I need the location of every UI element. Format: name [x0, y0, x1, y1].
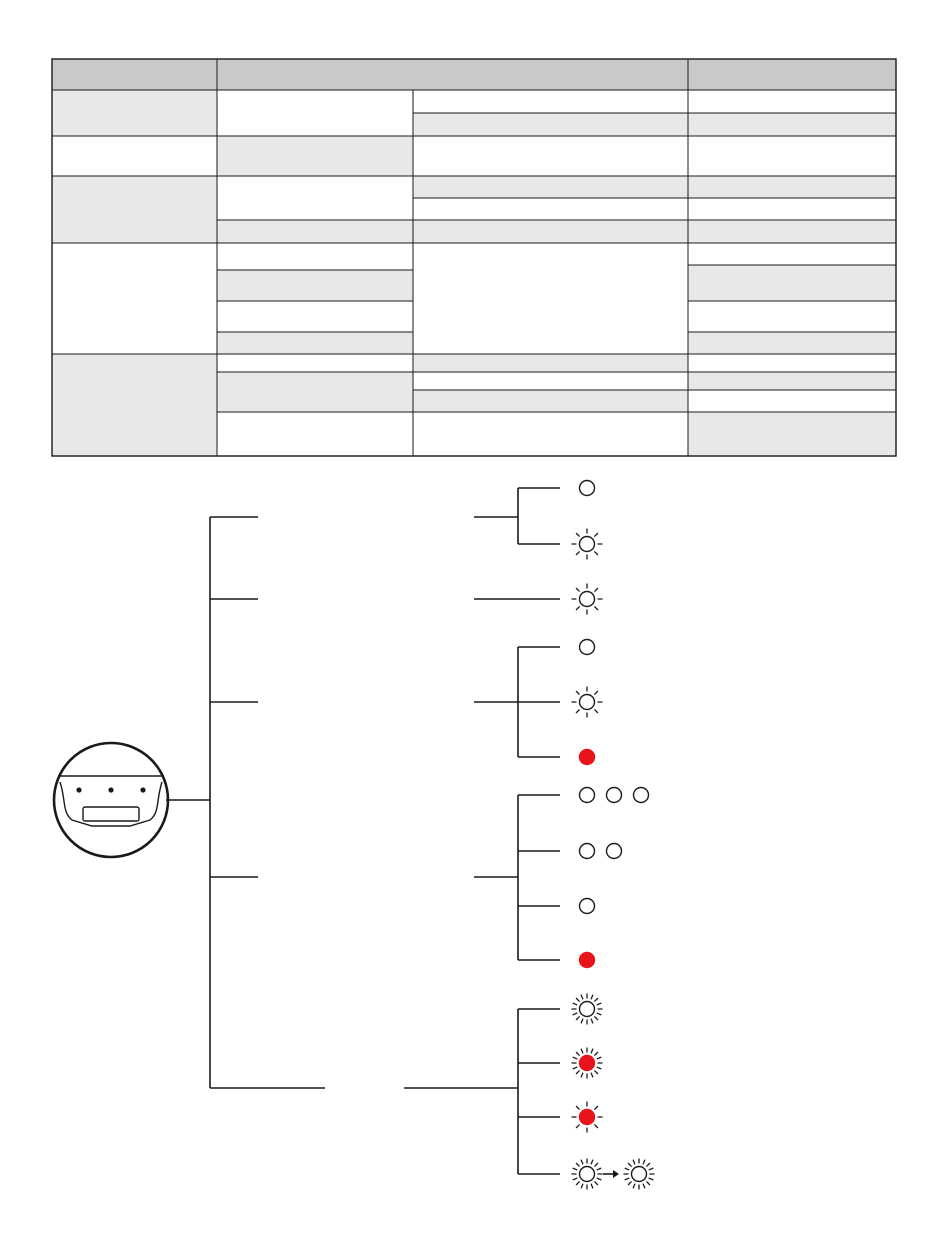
table-cell [217, 270, 413, 301]
flash-ray [576, 1071, 579, 1074]
led-circle [580, 695, 595, 710]
led-circle [580, 788, 595, 803]
flash-ray [595, 691, 598, 694]
status-table [0, 0, 950, 470]
table-cell [413, 243, 688, 354]
table-cell [217, 220, 413, 243]
flash-ray [573, 1067, 577, 1069]
table-header-cell [688, 59, 896, 90]
table-cell [688, 243, 896, 265]
table-body [52, 90, 896, 456]
flash-ray [573, 1168, 577, 1170]
flash-ray [573, 1003, 577, 1005]
table-cell [688, 390, 896, 412]
flash-ray [633, 1160, 635, 1164]
table-cell [413, 176, 688, 198]
flash-ray [597, 1168, 601, 1170]
flash-ray [581, 995, 583, 999]
table-cell [413, 354, 688, 372]
led-circle [580, 537, 595, 552]
flash-ray [597, 1067, 601, 1069]
table-cell [52, 136, 217, 176]
table-cell [413, 390, 688, 412]
led-red-icon [572, 1048, 602, 1078]
flash-ray [647, 1182, 650, 1185]
led-circle [580, 1167, 595, 1182]
led-circle [580, 1002, 595, 1017]
table-cell [688, 113, 896, 136]
flash-ray [576, 607, 579, 610]
flash-ray [595, 1052, 598, 1055]
flash-ray [576, 533, 579, 536]
flash-ray [595, 1125, 598, 1128]
flash-ray [597, 1057, 601, 1059]
flash-ray [591, 1019, 593, 1023]
led-circle [580, 592, 595, 607]
flash-ray [581, 1019, 583, 1023]
indicator-led-dot [140, 787, 145, 792]
flash-ray [628, 1182, 631, 1185]
led-off-icon [607, 788, 622, 803]
tree-lines [166, 488, 560, 1174]
table-cell [217, 354, 413, 372]
led-circle [580, 844, 595, 859]
table-header-cell [52, 59, 217, 90]
flash-ray [643, 1184, 645, 1188]
table-cell [688, 332, 896, 354]
led-circle [580, 1056, 595, 1071]
branch-d-line [474, 795, 560, 960]
flash-ray [581, 1160, 583, 1164]
flash-ray [597, 1178, 601, 1180]
flash-ray [595, 607, 598, 610]
flash-ray [595, 552, 598, 555]
led-off-icon [572, 529, 602, 559]
led-circle [580, 899, 595, 914]
table-cell [52, 90, 217, 136]
flash-ray [576, 1017, 579, 1020]
led-circle [607, 844, 622, 859]
flash-ray [595, 533, 598, 536]
led-symbols [572, 481, 654, 1190]
flash-ray [591, 1049, 593, 1053]
table-cell [217, 372, 413, 412]
led-circle [632, 1167, 647, 1182]
flash-ray [573, 1178, 577, 1180]
table-cell [413, 136, 688, 176]
flash-ray [647, 1163, 650, 1166]
table-header-cell [217, 59, 688, 90]
led-off-icon [572, 994, 602, 1024]
table-cell [688, 198, 896, 220]
flash-ray [591, 1073, 593, 1077]
table-cell [217, 301, 413, 332]
flash-ray [595, 1163, 598, 1166]
table-cell [217, 176, 413, 220]
flash-ray [595, 1106, 598, 1109]
table-cell [413, 412, 688, 456]
branch-a-line [474, 488, 560, 544]
flash-ray [576, 710, 579, 713]
indicator-led-dot [108, 787, 113, 792]
flash-ray [576, 1106, 579, 1109]
flash-ray [576, 1125, 579, 1128]
flash-ray [649, 1178, 653, 1180]
flash-ray [576, 1182, 579, 1185]
led-circle [580, 481, 595, 496]
flash-ray [576, 588, 579, 591]
table-cell [688, 90, 896, 113]
flash-ray [595, 998, 598, 1001]
led-off-icon [580, 844, 595, 859]
table-cell [217, 412, 413, 456]
flash-ray [581, 1184, 583, 1188]
flash-ray [625, 1178, 629, 1180]
led-off-icon [634, 788, 649, 803]
flash-ray [573, 1013, 577, 1015]
led-circle [580, 953, 595, 968]
flash-ray [576, 998, 579, 1001]
table-cell [688, 265, 896, 301]
arrow-head-icon [613, 1170, 619, 1178]
flash-ray [591, 995, 593, 999]
led-off-icon [624, 1159, 654, 1189]
flash-ray [633, 1184, 635, 1188]
flash-ray [595, 710, 598, 713]
led-off-icon [572, 687, 602, 717]
branch-e-line [404, 1009, 560, 1174]
flash-ray [576, 1052, 579, 1055]
flash-ray [597, 1003, 601, 1005]
table-cell [52, 354, 217, 456]
led-off-icon [580, 640, 595, 655]
table-cell [52, 243, 217, 354]
flash-ray [576, 1163, 579, 1166]
table-cell [217, 90, 413, 136]
flash-ray [625, 1168, 629, 1170]
led-red-icon [572, 1102, 602, 1132]
led-off-icon [607, 844, 622, 859]
led-circle [634, 788, 649, 803]
indicator-led-dot [76, 787, 81, 792]
table-cell [688, 220, 896, 243]
table-cell [688, 372, 896, 390]
flash-ray [595, 1182, 598, 1185]
flash-ray [581, 1049, 583, 1053]
flash-ray [643, 1160, 645, 1164]
table-cell [52, 176, 217, 243]
led-circle [580, 750, 595, 765]
table-cell [688, 301, 896, 332]
led-red-icon [580, 953, 595, 968]
led-off-icon [580, 481, 595, 496]
flash-ray [595, 1017, 598, 1020]
flash-ray [628, 1163, 631, 1166]
indicator-closeup-circle [54, 743, 168, 857]
table-cell [217, 332, 413, 354]
indicator-closeup [54, 743, 168, 857]
flash-ray [591, 1184, 593, 1188]
table-cell [413, 198, 688, 220]
table-cell [413, 220, 688, 243]
table-cell [688, 176, 896, 198]
indicator-panel-outline [58, 776, 164, 826]
table-cell [413, 372, 688, 390]
flash-ray [576, 691, 579, 694]
led-off-icon [580, 788, 595, 803]
led-off-icon [572, 584, 602, 614]
led-off-icon [572, 1159, 602, 1189]
led-off-icon [580, 899, 595, 914]
table-cell [688, 354, 896, 372]
table-cell [413, 90, 688, 113]
flash-ray [573, 1057, 577, 1059]
flash-ray [649, 1168, 653, 1170]
flash-ray [595, 1071, 598, 1074]
indicator-display-window [83, 807, 139, 821]
led-circle [607, 788, 622, 803]
flash-ray [591, 1160, 593, 1164]
table-cell [217, 136, 413, 176]
flash-ray [595, 588, 598, 591]
table-header-row [52, 59, 896, 90]
branch-c-line [474, 647, 560, 757]
led-circle [580, 1110, 595, 1125]
flash-ray [576, 552, 579, 555]
flash-ray [581, 1073, 583, 1077]
led-circle [580, 640, 595, 655]
table-cell [688, 412, 896, 456]
led-red-icon [580, 750, 595, 765]
table-cell [413, 113, 688, 136]
table-cell [688, 136, 896, 176]
table-cell [217, 243, 413, 270]
flash-ray [597, 1013, 601, 1015]
